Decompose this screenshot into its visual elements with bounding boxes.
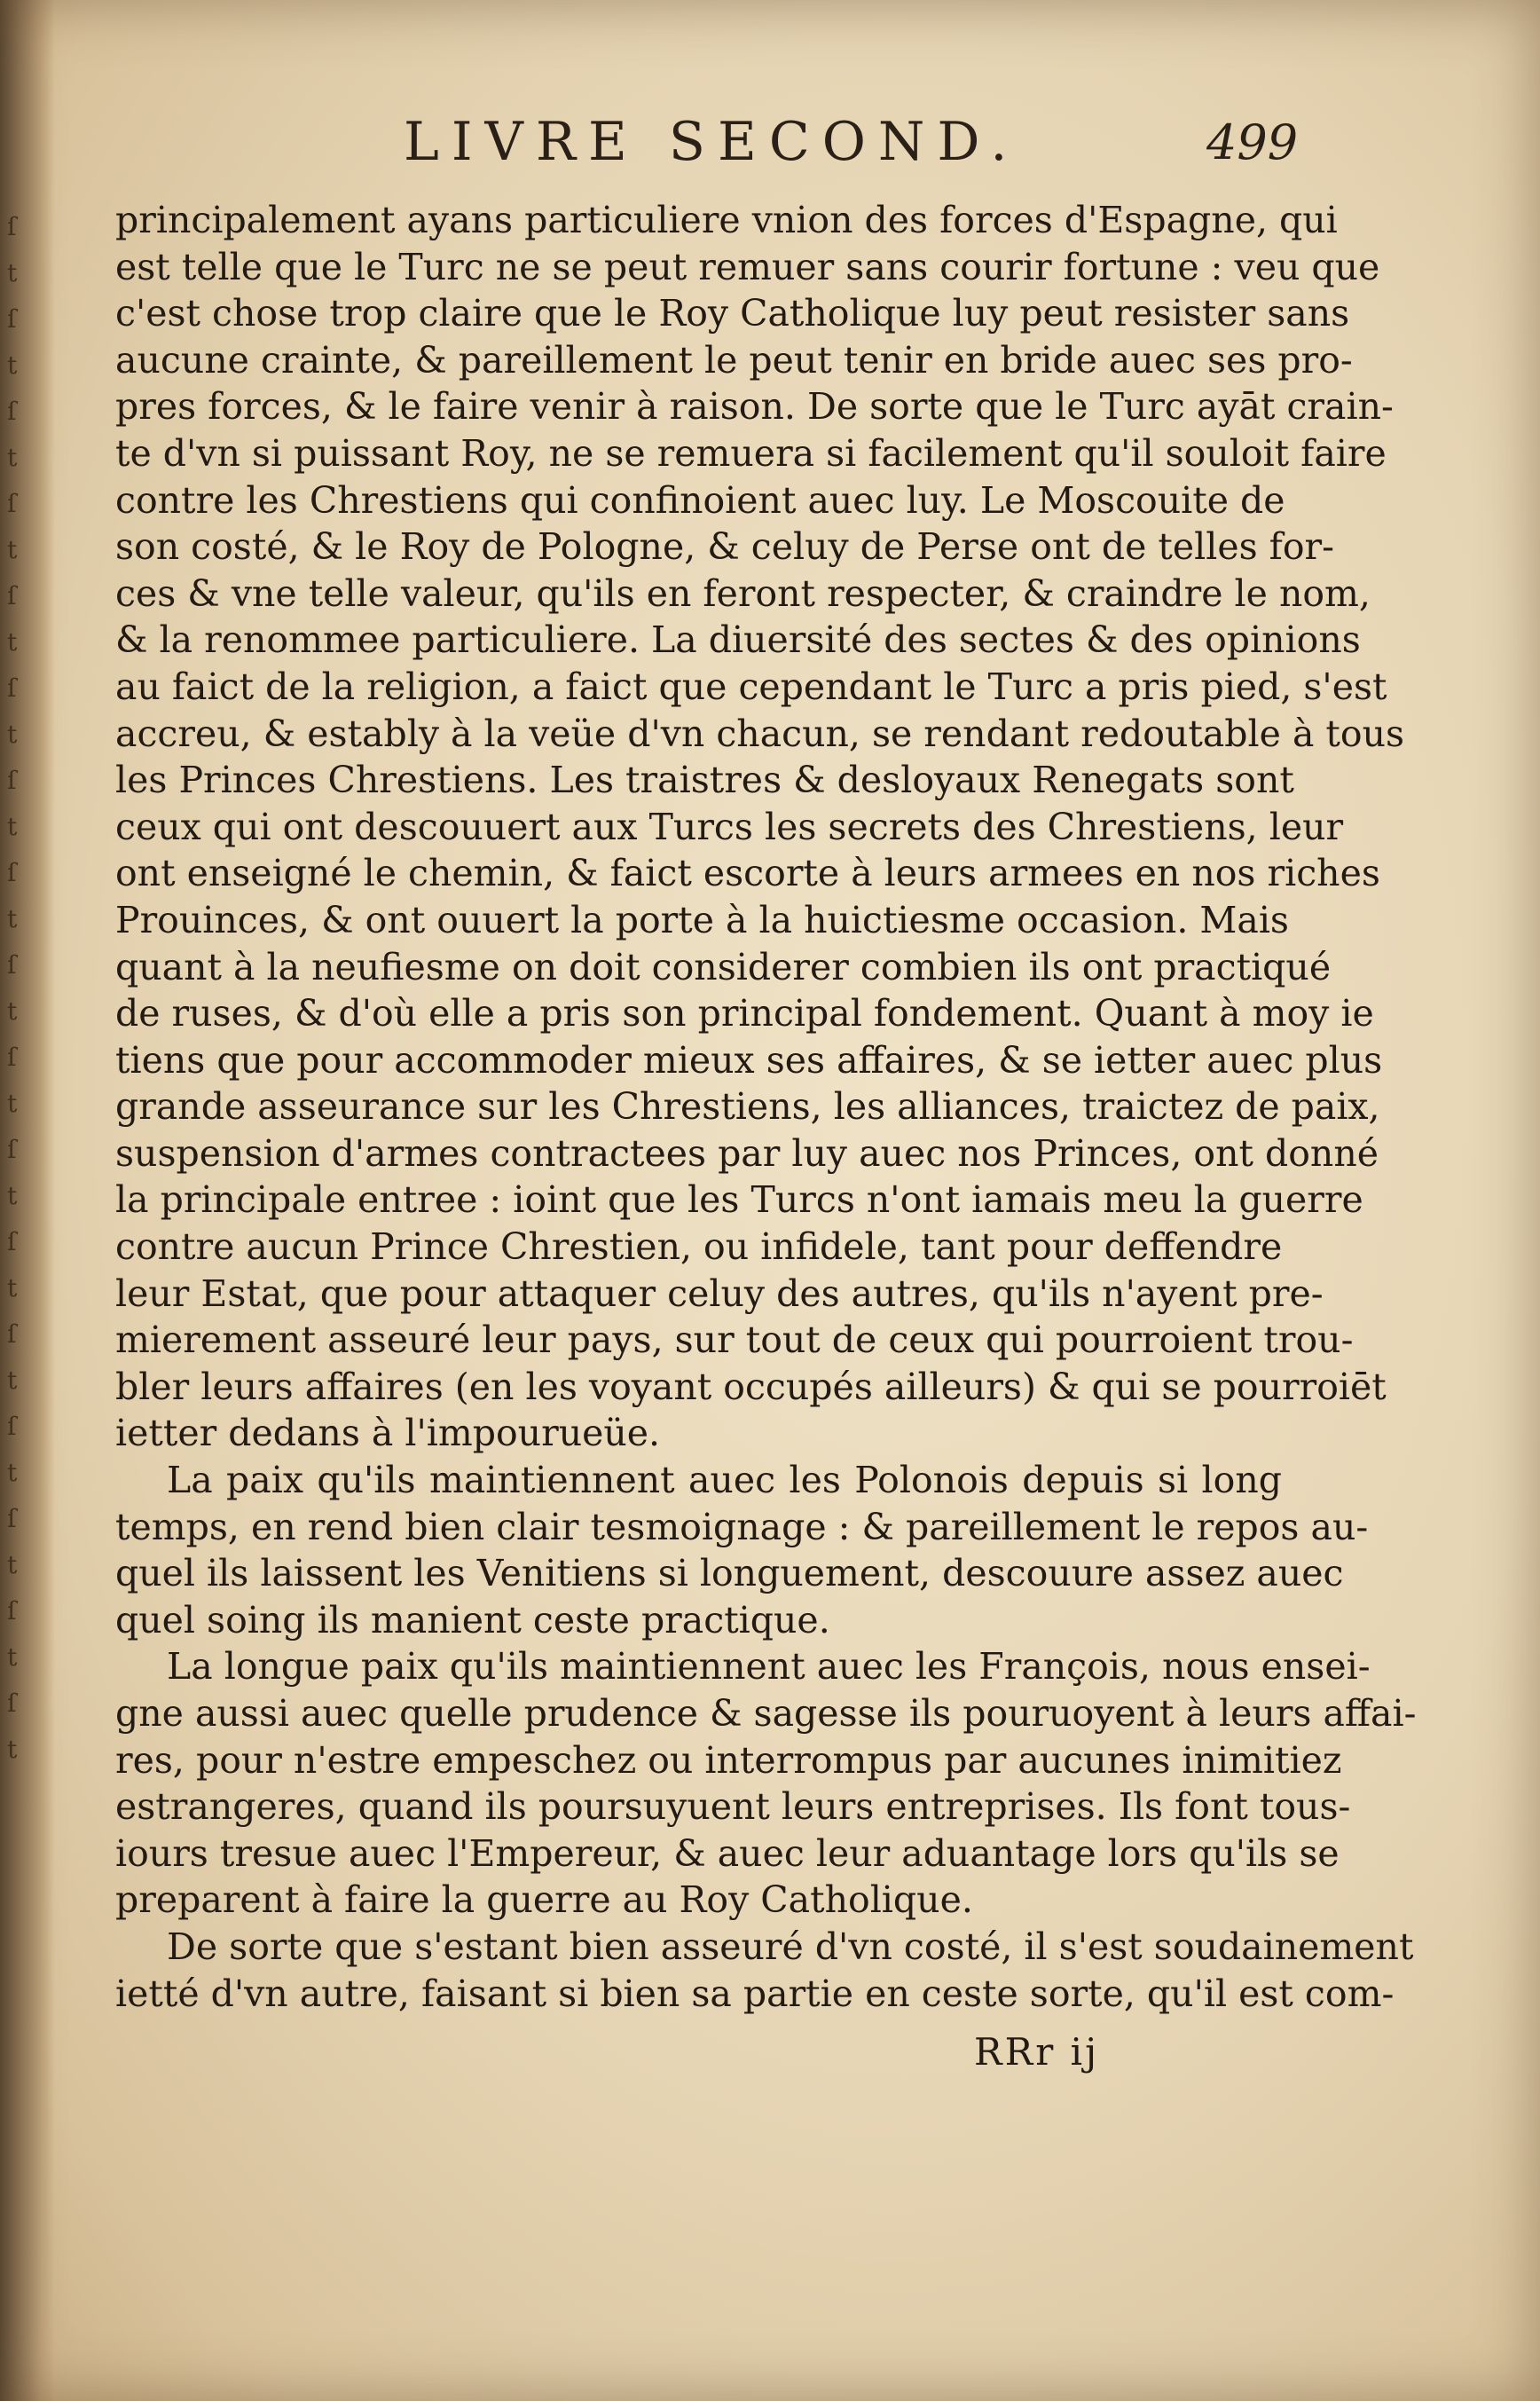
text-line: aucune crainte, & pareillement le peut tenir en bride auec ses pro- xyxy=(115,338,1353,382)
adjacent-page-edge-marks: ſ t ſ t ſ t ſ t ſ t ſ t ſ t ſ t ſ t ſ t ſ t ſ t ſ t ſ t ſ t ſ t ſ t xyxy=(7,212,18,1764)
text-line: La paix qu'ils maintiennent auec les Polonois depuis si long xyxy=(167,1459,1282,1502)
text-line: leur Estat, que pour attaquer celuy des autres, qu'ils n'ayent pre- xyxy=(115,1271,1324,1315)
paragraph xyxy=(115,1643,1417,1924)
binding-gutter xyxy=(0,0,55,2401)
text-line: & la renommee particuliere. La diuersité des sectes & des opinions xyxy=(115,618,1361,662)
paragraph xyxy=(115,1924,1414,2017)
text-block xyxy=(115,197,1417,2017)
signature-mark: RRr ij xyxy=(974,2030,1100,2074)
text-line: res, pour n'estre empeschez ou interrompus par aucunes inimitiez xyxy=(115,1738,1342,1782)
text-line: grande asseurance sur les Chrestiens, les alliances, traictez de paix, xyxy=(115,1085,1380,1129)
text-line: La longue paix qu'ils maintiennent auec les François, nous ensei- xyxy=(167,1645,1371,1689)
text-line: de ruses, & d'où elle a pris son principal fondement. Quant à moy ie xyxy=(115,992,1374,1035)
text-line: gne aussi auec quelle prudence & sagesse ils pouruoyent à leurs affai- xyxy=(115,1692,1417,1735)
running-title: LIVRE SECOND. xyxy=(404,111,1020,173)
text-line: est telle que le Turc ne se peut remuer sans courir fortune : veu que xyxy=(115,245,1380,288)
text-line: quant à la neufiesme on doit considerer combien ils ont practiqué xyxy=(115,945,1332,988)
paragraph xyxy=(115,197,1405,1457)
running-head xyxy=(0,111,1540,182)
text-line: quel soing ils manient ceste practique. xyxy=(115,1598,830,1641)
text-line: De sorte que s'estant bien asseuré d'vn costé, il s'est soudainement xyxy=(167,1925,1414,1968)
text-line: te d'vn si puissant Roy, ne se remuera si facilement qu'il souloit faire xyxy=(115,431,1387,475)
text-line: ietter dedans à l'impourueüe. xyxy=(115,1412,661,1455)
text-line: ceux qui ont descouuert aux Turcs les secrets des Chrestiens, leur xyxy=(115,805,1344,848)
text-line: mierement asseuré leur pays, sur tout de ceux qui pourroient trou- xyxy=(115,1319,1354,1362)
text-line: au faict de la religion, a faict que cependant le Turc a pris pied, s'est xyxy=(115,665,1387,708)
text-line: bler leurs affaires (en les voyant occupés ailleurs) & qui se pourroiēt xyxy=(115,1365,1387,1408)
text-line: ietté d'vn autre, faisant si bien sa partie en ceste sorte, qu'il est com- xyxy=(115,1972,1395,2015)
text-line: Prouinces, & ont ouuert la porte à la huictiesme occasion. Mais xyxy=(115,898,1289,941)
text-line: principalement ayans particuliere vnion des forces d'Espagne, qui xyxy=(115,199,1338,241)
text-line: quel ils laissent les Venitiens si longuement, descouure assez auec xyxy=(115,1552,1344,1595)
page-number: 499 xyxy=(1206,114,1299,170)
text-line: contre aucun Prince Chrestien, ou infidele, tant pour deffendre xyxy=(115,1225,1283,1269)
text-line: pres forces, & le faire venir à raison. De sorte que le Turc ayāt crain- xyxy=(115,385,1394,429)
text-line: contre les Chrestiens qui confinoient auec luy. Le Moscouite de xyxy=(115,478,1285,522)
text-line: iours tresue auec l'Empereur, & auec leur aduantage lors qu'ils se xyxy=(115,1831,1340,1875)
text-line: la principale entree : ioint que les Turcs n'ont iamais meu la guerre xyxy=(115,1178,1363,1222)
text-line: estrangeres, quand ils poursuyuent leurs entreprises. Ils font tous- xyxy=(115,1785,1351,1829)
text-line: ces & vne telle valeur, qu'ils en feront respecter, & craindre le nom, xyxy=(115,571,1371,615)
text-line: temps, en rend bien clair tesmoignage : & pareillement le repos au- xyxy=(115,1505,1369,1548)
paragraph xyxy=(115,1457,1369,1643)
text-line: tiens que pour accommoder mieux ses affaires, & se ietter auec plus xyxy=(115,1038,1383,1082)
text-line: preparent à faire la guerre au Roy Catholique. xyxy=(115,1878,973,1922)
text-line: c'est chose trop claire que le Roy Catholique luy peut resister sans xyxy=(115,292,1350,335)
text-line: accreu, & estably à la veüe d'vn chacun, se rendant redoutable à tous xyxy=(115,712,1405,755)
text-line: les Princes Chrestiens. Les traistres & desloyaux Renegats sont xyxy=(115,759,1294,802)
text-line: suspension d'armes contractees par luy auec nos Princes, ont donné xyxy=(115,1131,1379,1175)
text-line: son costé, & le Roy de Pologne, & celuy de Perse ont de telles for- xyxy=(115,525,1334,569)
text-line: ont enseigné le chemin, & faict escorte à leurs armees en nos riches xyxy=(115,852,1380,895)
